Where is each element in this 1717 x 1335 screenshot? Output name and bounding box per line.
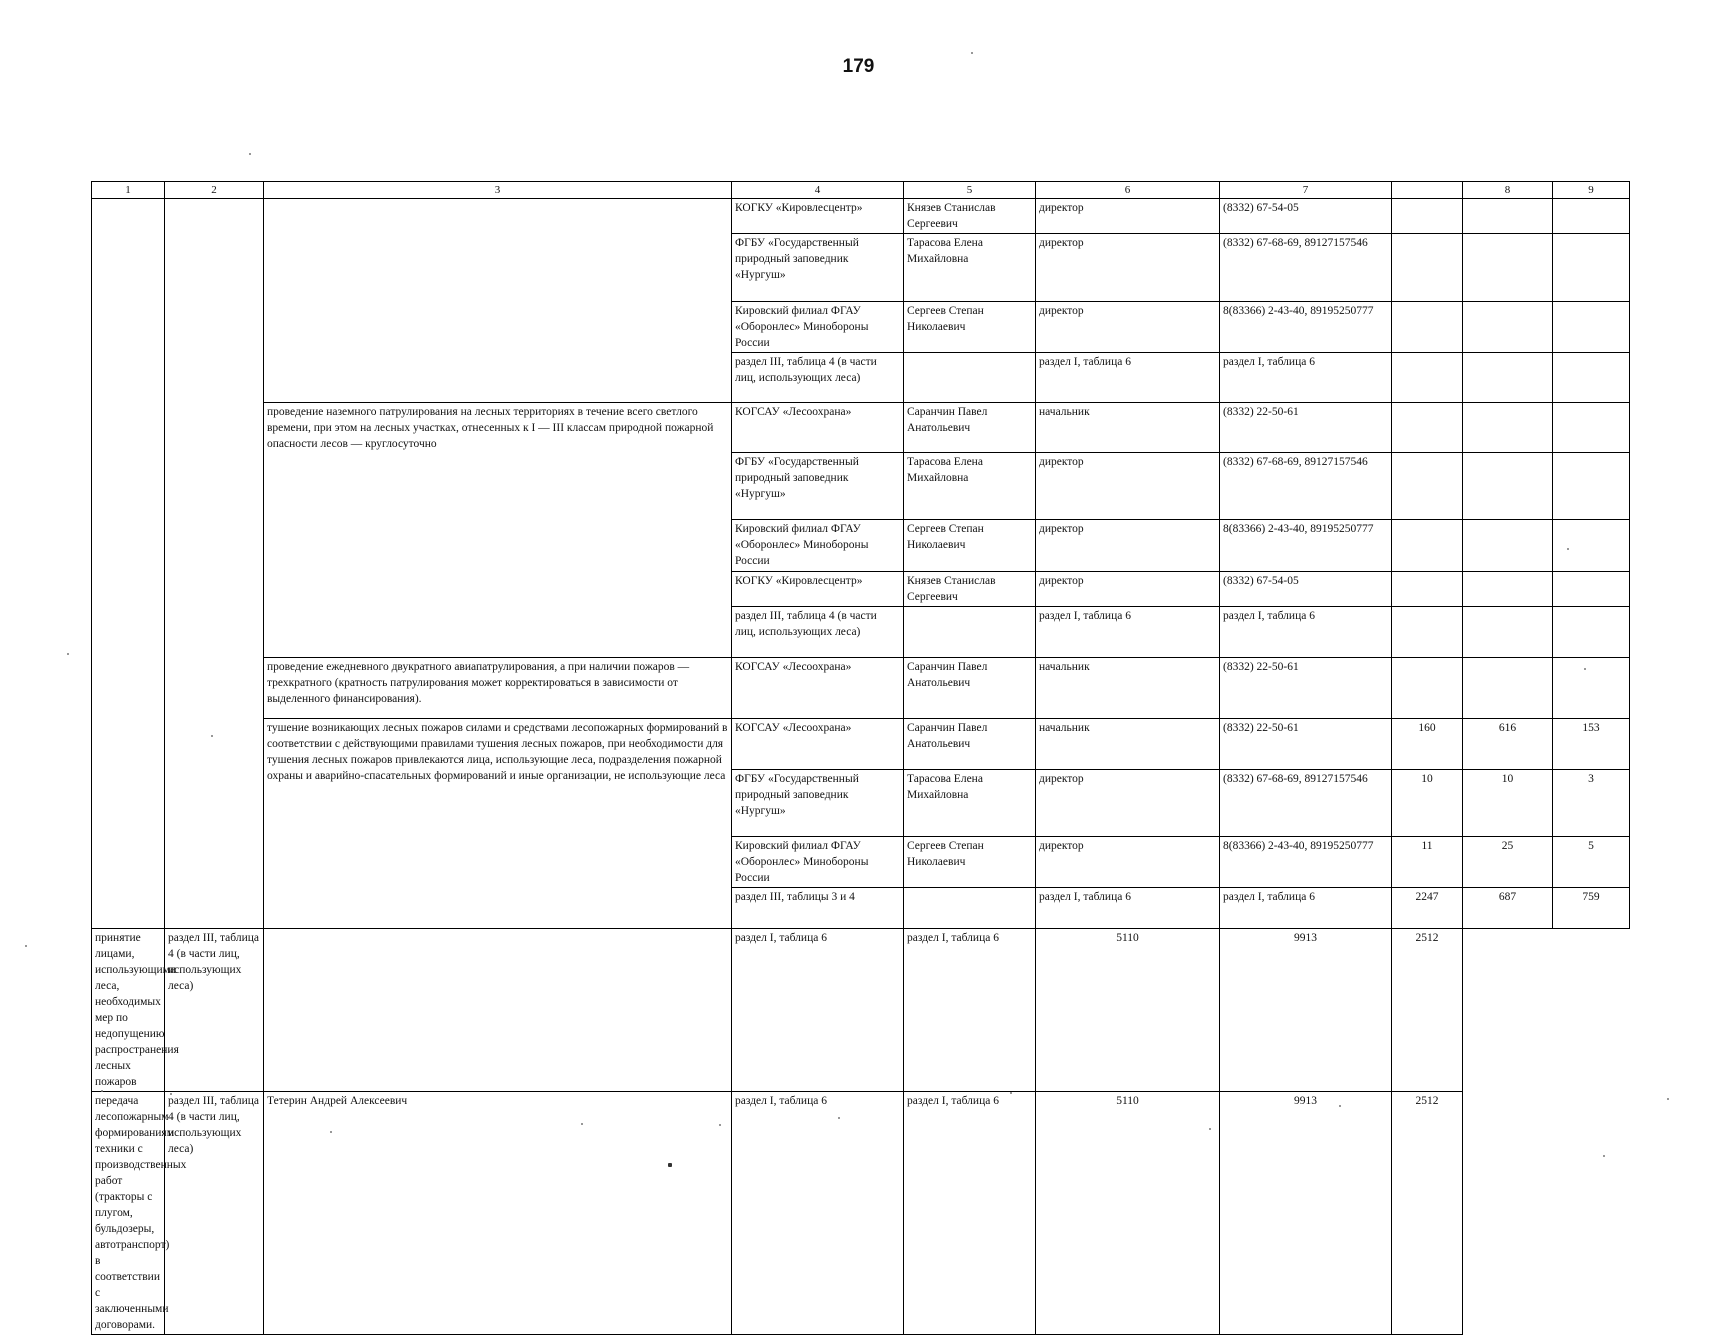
value-col-7b-cell — [1392, 353, 1463, 403]
position-cell: директор — [1036, 520, 1220, 572]
responsible-person-cell — [904, 888, 1036, 929]
table-body — [92, 199, 1630, 1335]
position-cell: директор — [1036, 837, 1220, 888]
responsible-person-cell: Князев Станислав Сергеевич — [904, 199, 1036, 234]
organization-cell: Кировский филиал ФГАУ «Оборонлес» Минобороны России — [732, 520, 904, 572]
value-col-7b-cell: 10 — [1392, 770, 1463, 837]
value-col-7b-cell — [1392, 607, 1463, 658]
organization-cell: ФГБУ «Государственный природный заповедник «Нургуш» — [732, 770, 904, 837]
value-col-7b-cell — [1392, 520, 1463, 572]
value-col-9-cell — [1553, 353, 1630, 403]
activity-cell: тушение возникающих лесных пожаров силами и средствами лесопожарных формирований в соответствии с действующими правилами тушения лесных пожаров, при необходимости для тушения лесных пожаров привлекаются лица, использующие леса, подразделения пожарной охраны и аварийно-спасательных формирований и иные организации, не использующие леса — [264, 719, 732, 929]
phone-cell: (8332) 67-68-69, 89127157546 — [1220, 234, 1392, 302]
organization-cell: раздел III, таблица 4 (в части лиц, использующих леса) — [732, 353, 904, 403]
responsible-person-cell: Тарасова Елена Михайловна — [904, 453, 1036, 520]
phone-cell: (8332) 67-54-05 — [1220, 572, 1392, 607]
value-col-9-cell: 2512 — [1392, 929, 1463, 1092]
value-col-7b-cell: 2247 — [1392, 888, 1463, 929]
position-cell: начальник — [1036, 658, 1220, 719]
value-col-8-cell — [1463, 234, 1553, 302]
value-col-9-cell — [1553, 234, 1630, 302]
responsible-person-cell: Тарасова Елена Михайловна — [904, 234, 1036, 302]
header-col-3: 3 — [264, 182, 732, 199]
value-col-9-cell — [1553, 607, 1630, 658]
phone-cell: 8(83366) 2-43-40, 89195250777 — [1220, 520, 1392, 572]
phone-cell: раздел I, таблица 6 — [1220, 353, 1392, 403]
value-col-7b-cell — [1392, 234, 1463, 302]
organization-cell: раздел III, таблица 4 (в части лиц, использующих леса) — [165, 1092, 264, 1335]
organization-cell: раздел III, таблица 4 (в части лиц, использующих леса) — [732, 607, 904, 658]
phone-cell: раздел I, таблица 6 — [904, 929, 1036, 1092]
organization-cell: КОГСАУ «Лесоохрана» — [732, 719, 904, 770]
position-cell: раздел I, таблица 6 — [732, 1092, 904, 1335]
responsible-person-cell: Саранчин Павел Анатольевич — [904, 719, 1036, 770]
value-col-9-cell — [1553, 658, 1630, 719]
organization-cell: раздел III, таблица 4 (в части лиц, использующих леса) — [165, 929, 264, 1092]
value-col-7b-cell — [1392, 199, 1463, 234]
header-col-7: 7 — [1220, 182, 1392, 199]
responsible-person-cell: Саранчин Павел Анатольевич — [904, 658, 1036, 719]
value-col-7b-cell — [1392, 658, 1463, 719]
header-col-9: 9 — [1553, 182, 1630, 199]
value-col-8-cell — [1463, 572, 1553, 607]
value-col-7b-cell — [1392, 403, 1463, 453]
value-col-8-cell: 9913 — [1220, 1092, 1392, 1335]
value-col-8-cell — [1463, 658, 1553, 719]
header-col-1: 1 — [92, 182, 165, 199]
position-cell: директор — [1036, 199, 1220, 234]
value-col-9-cell — [1553, 199, 1630, 234]
value-col-8-cell: 9913 — [1220, 929, 1392, 1092]
value-col-7b-cell: 160 — [1392, 719, 1463, 770]
table-row — [92, 1092, 1630, 1335]
organization-cell: Кировский филиал ФГАУ «Оборонлес» Минобороны России — [732, 302, 904, 353]
responsible-person-cell — [904, 607, 1036, 658]
activity-cell: проведение наземного патрулирования на лесных территориях в течение всего светлого времени, при этом на лесных участках, отнесенных к I — III классам природной пожарной опасности лесов — круглосуточно — [264, 403, 732, 658]
table-row — [92, 658, 1630, 719]
activity-cell — [264, 199, 732, 403]
phone-cell: (8332) 67-68-69, 89127157546 — [1220, 453, 1392, 520]
position-cell: директор — [1036, 770, 1220, 837]
organization-cell: КОГСАУ «Лесоохрана» — [732, 403, 904, 453]
position-cell: раздел I, таблица 6 — [1036, 353, 1220, 403]
value-col-8-cell — [1463, 607, 1553, 658]
phone-cell: (8332) 67-68-69, 89127157546 — [1220, 770, 1392, 837]
position-cell: раздел I, таблица 6 — [732, 929, 904, 1092]
responsible-person-cell: Сергеев Степан Николаевич — [904, 520, 1036, 572]
value-col-8-cell: 10 — [1463, 770, 1553, 837]
table-row — [92, 929, 1630, 1092]
value-col-9-cell: 2512 — [1392, 1092, 1463, 1335]
responsible-person-cell: Саранчин Павел Анатольевич — [904, 403, 1036, 453]
table-header — [92, 182, 1630, 199]
responsible-person-cell — [904, 353, 1036, 403]
phone-cell: (8332) 67-54-05 — [1220, 199, 1392, 234]
value-col-9-cell: 153 — [1553, 719, 1630, 770]
organization-cell: ФГБУ «Государственный природный заповедник «Нургуш» — [732, 453, 904, 520]
value-col-9-cell: 759 — [1553, 888, 1630, 929]
header-col-7b — [1392, 182, 1463, 199]
header-col-8: 8 — [1463, 182, 1553, 199]
phone-cell: (8332) 22-50-61 — [1220, 403, 1392, 453]
activity-cell: проведение ежедневного двукратного авиапатрулирования, а при наличии пожаров — трехкратного (кратность патрулирования может корректироваться в зависимости от выделенного финансирования). — [264, 658, 732, 719]
organization-cell: ФГБУ «Государственный природный заповедник «Нургуш» — [732, 234, 904, 302]
empty-col-2 — [165, 199, 264, 929]
value-col-7b-cell: 5110 — [1036, 1092, 1220, 1335]
header-col-5: 5 — [904, 182, 1036, 199]
value-col-9-cell: 3 — [1553, 770, 1630, 837]
value-col-9-cell — [1553, 520, 1630, 572]
empty-col-1 — [92, 199, 165, 929]
responsible-person-cell: Тетерин Андрей Алексеевич — [264, 1092, 732, 1335]
phone-cell: 8(83366) 2-43-40, 89195250777 — [1220, 302, 1392, 353]
header-col-4: 4 — [732, 182, 904, 199]
position-cell: раздел I, таблица 6 — [1036, 607, 1220, 658]
value-col-8-cell — [1463, 403, 1553, 453]
phone-cell: раздел I, таблица 6 — [1220, 888, 1392, 929]
table-row — [92, 403, 1630, 453]
value-col-8-cell — [1463, 199, 1553, 234]
page-number: 179 — [842, 56, 875, 77]
phone-cell: (8332) 22-50-61 — [1220, 719, 1392, 770]
value-col-8-cell: 687 — [1463, 888, 1553, 929]
value-col-7b-cell: 11 — [1392, 837, 1463, 888]
phone-cell: (8332) 22-50-61 — [1220, 658, 1392, 719]
position-cell: директор — [1036, 572, 1220, 607]
fire-safety-table — [91, 181, 1630, 1335]
responsible-person-cell: Князев Станислав Сергеевич — [904, 572, 1036, 607]
position-cell: директор — [1036, 302, 1220, 353]
phone-cell: раздел I, таблица 6 — [1220, 607, 1392, 658]
value-col-8-cell: 25 — [1463, 837, 1553, 888]
value-col-7b-cell — [1392, 572, 1463, 607]
organization-cell: КОГКУ «Кировлесцентр» — [732, 199, 904, 234]
position-cell: раздел I, таблица 6 — [1036, 888, 1220, 929]
header-col-2: 2 — [165, 182, 264, 199]
value-col-9-cell — [1553, 453, 1630, 520]
value-col-9-cell: 5 — [1553, 837, 1630, 888]
position-cell: начальник — [1036, 719, 1220, 770]
value-col-9-cell — [1553, 302, 1630, 353]
phone-cell: раздел I, таблица 6 — [904, 1092, 1036, 1335]
position-cell: директор — [1036, 234, 1220, 302]
header-col-6: 6 — [1036, 182, 1220, 199]
responsible-person-cell: Сергеев Степан Николаевич — [904, 302, 1036, 353]
activity-cell: передача лесопожарным формированиям техники с производственных работ (тракторы с плугом, бульдозеры, автотранспорт) в соответствии с заключенными договорами. — [92, 1092, 165, 1335]
responsible-person-cell: Сергеев Степан Николаевич — [904, 837, 1036, 888]
value-col-8-cell — [1463, 353, 1553, 403]
organization-cell: Кировский филиал ФГАУ «Оборонлес» Минобороны России — [732, 837, 904, 888]
activity-cell: принятие лицами, использующими леса, необходимых мер по недопущению распространения лесных пожаров — [92, 929, 165, 1092]
value-col-9-cell — [1553, 403, 1630, 453]
value-col-8-cell — [1463, 302, 1553, 353]
responsible-person-cell: Тарасова Елена Михайловна — [904, 770, 1036, 837]
responsible-person-cell — [264, 929, 732, 1092]
phone-cell: 8(83366) 2-43-40, 89195250777 — [1220, 837, 1392, 888]
value-col-8-cell: 616 — [1463, 719, 1553, 770]
organization-cell: КОГКУ «Кировлесцентр» — [732, 572, 904, 607]
value-col-8-cell — [1463, 453, 1553, 520]
value-col-8-cell — [1463, 520, 1553, 572]
table-row — [92, 199, 1630, 234]
value-col-7b-cell: 5110 — [1036, 929, 1220, 1092]
organization-cell: раздел III, таблицы 3 и 4 — [732, 888, 904, 929]
position-cell: начальник — [1036, 403, 1220, 453]
table-row — [92, 719, 1630, 770]
value-col-7b-cell — [1392, 302, 1463, 353]
value-col-7b-cell — [1392, 453, 1463, 520]
position-cell: директор — [1036, 453, 1220, 520]
value-col-9-cell — [1553, 572, 1630, 607]
organization-cell: КОГСАУ «Лесоохрана» — [732, 658, 904, 719]
